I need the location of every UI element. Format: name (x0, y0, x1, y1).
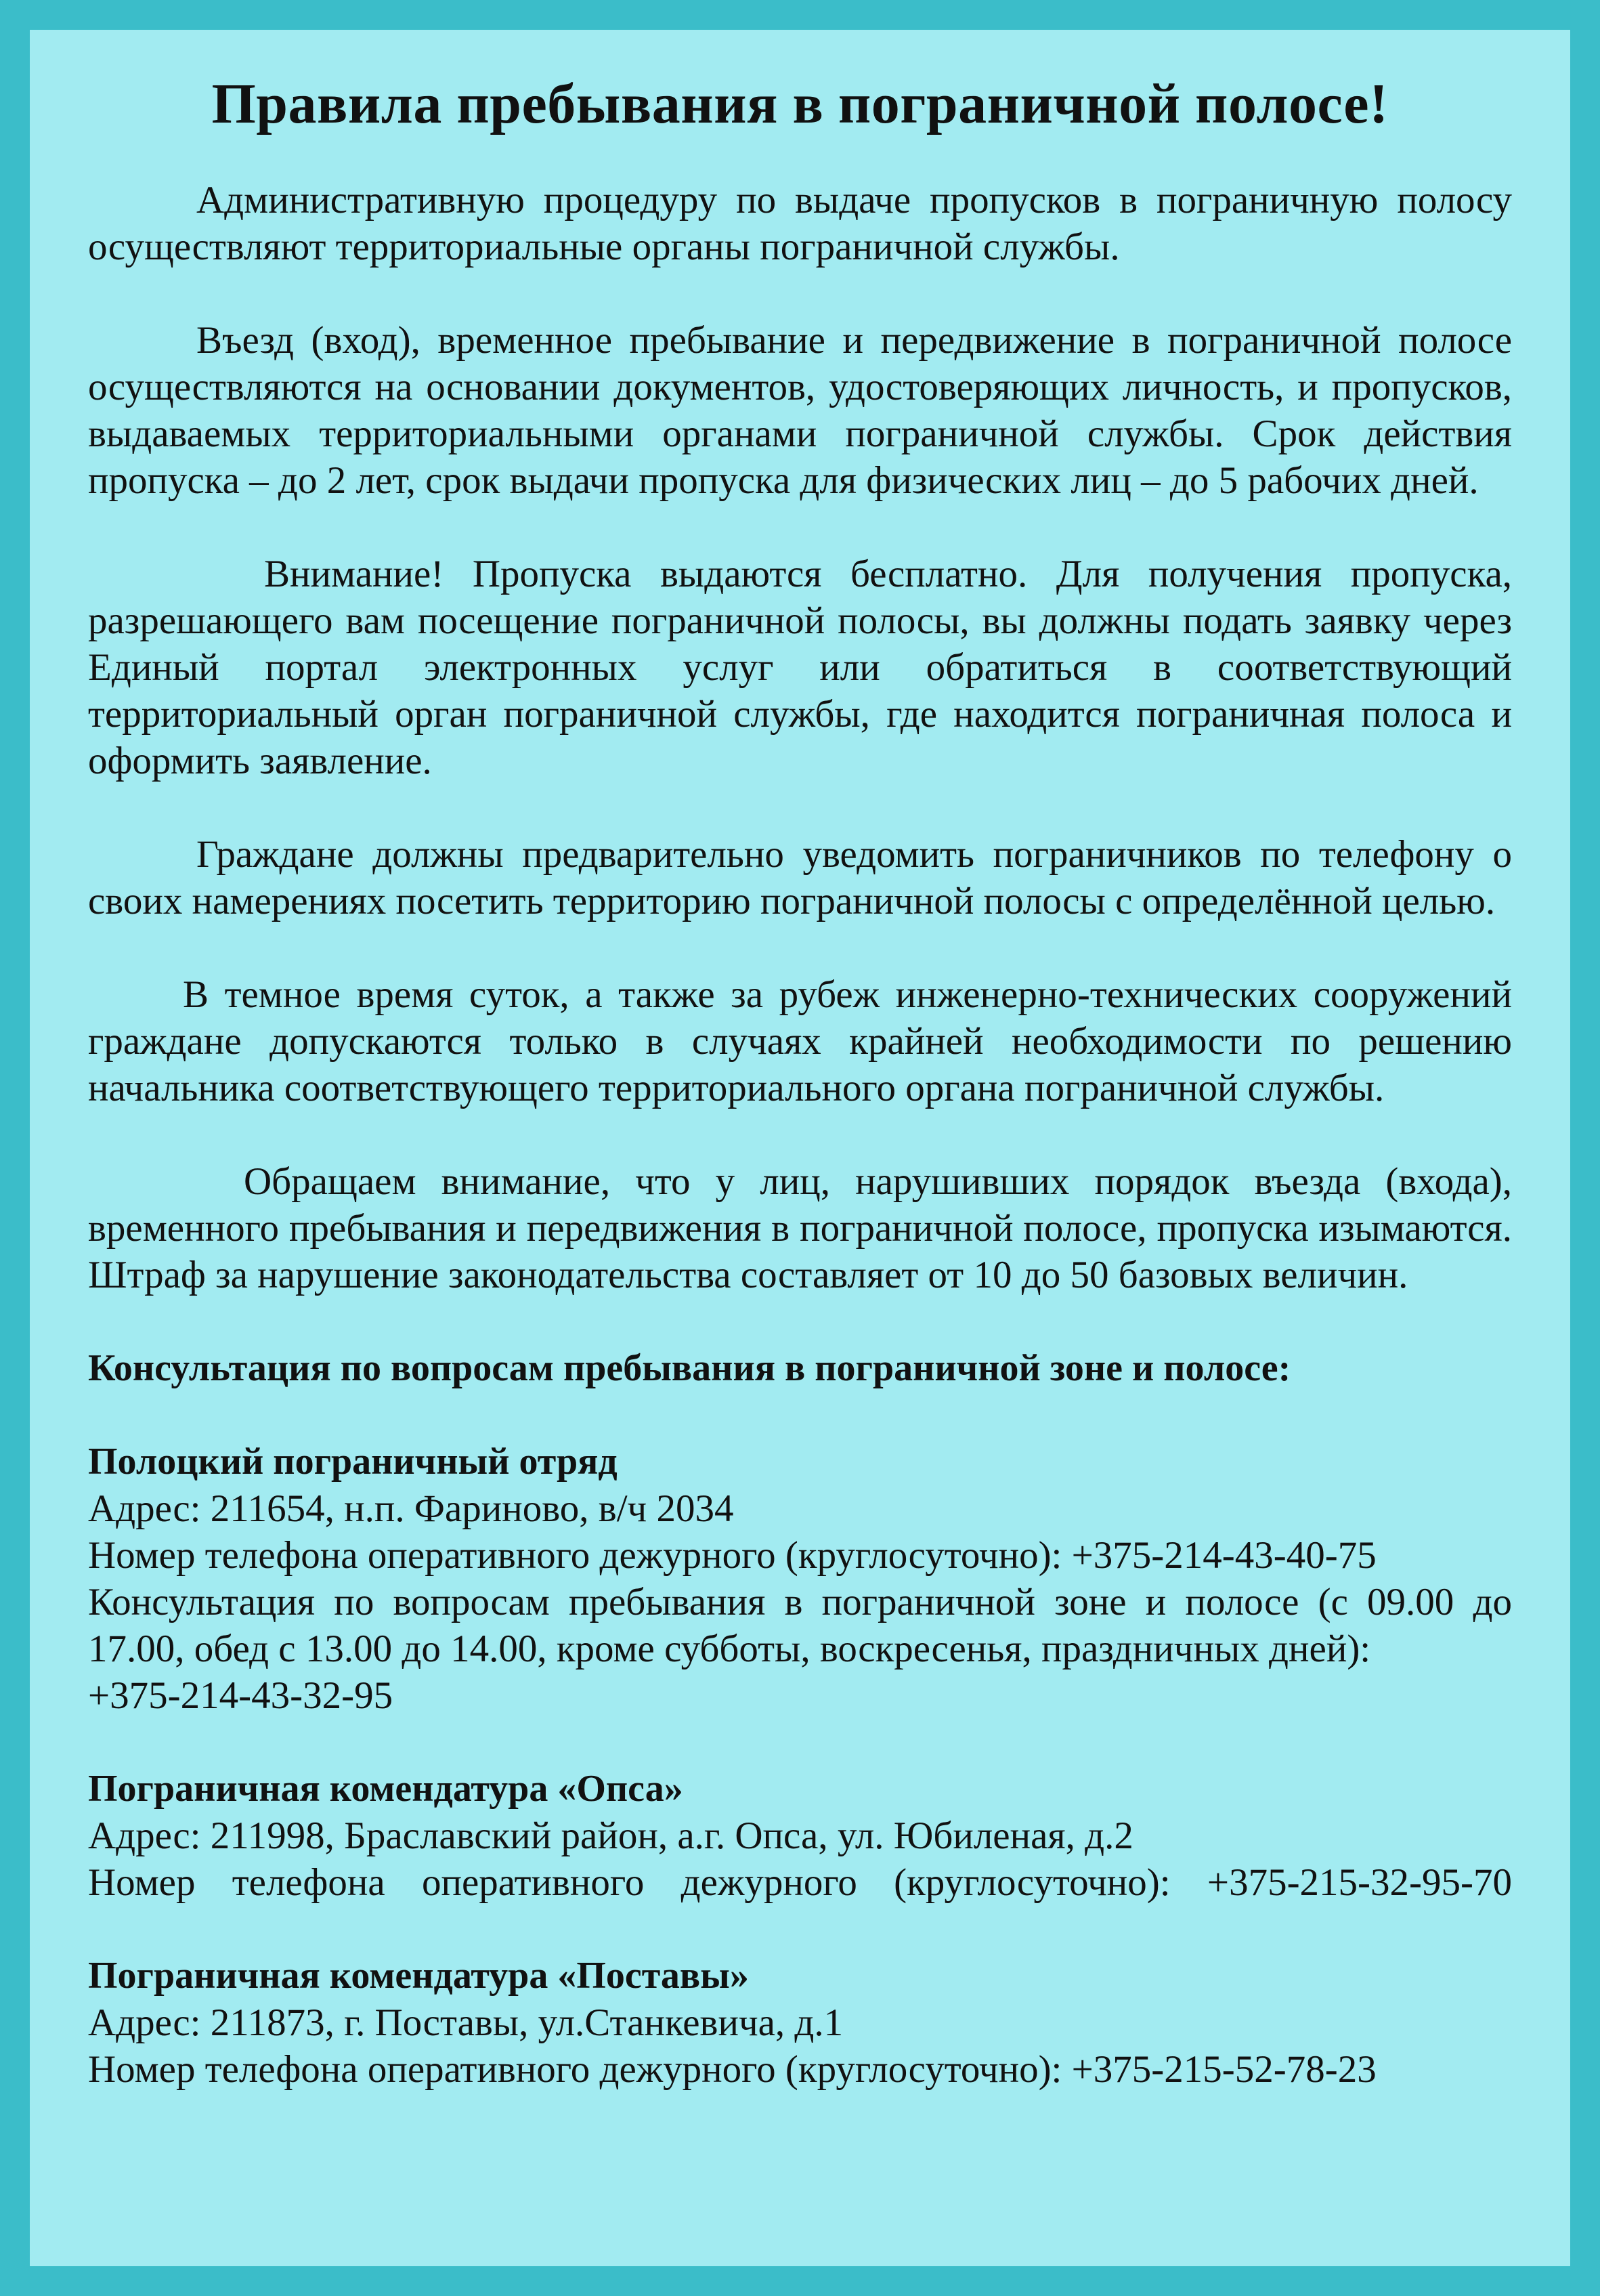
paragraph-entry-rules: Въезд (вход), временное пребывание и передвижение в пограничной полосе осуществляются на основании документов, удостоверяющих личность, и пропусков, выдаваемых территориальными органами пограничной службы. Срок действия пропуска – до 2 лет, срок выдачи пропуска для физических лиц – до 5 рабочих дней. (88, 318, 1512, 502)
contact-opsa (88, 1766, 1512, 1906)
paragraph-procedure: Административную процедуру по выдаче пропусков в пограничную полосу осуществляют территориальные органы пограничной службы. (88, 178, 1512, 268)
consultation-heading: Консультация по вопросам пребывания в пограничной зоне и полосе: (88, 1346, 1291, 1389)
contact-postavy (88, 1953, 1512, 2093)
page-title: Правила пребывания в пограничной полосе! (211, 72, 1389, 135)
contact-address: Адрес: 211873, г. Поставы, ул.Станкевича, д.1 (88, 2001, 844, 2044)
contact-consultation-phone: +375-214-43-32-95 (88, 1674, 393, 1717)
paragraph-notify: Граждане должны предварительно уведомить пограничников по телефону о своих намерениях посетить территорию пограничной полосы с определённой целью. (88, 832, 1512, 922)
paragraph-penalties: Обращаем внимание, что у лиц, нарушивших порядок въезда (входа), временного пребывания и передвижения в пограничной полосе, пропуска изымаются. Штраф за нарушение законодательства составляет от 10 до 50 базовых величин. (88, 1160, 1512, 1296)
contact-name: Пограничная комендатура «Поставы» (88, 1954, 749, 1997)
contact-polotsk (88, 1439, 1512, 1719)
paragraph-night-access: В темное время суток, а также за рубеж инженерно-технических сооружений граждане допускаются только в случаях крайней необходимости по решению начальника соответствующего территориального органа пограничной службы. (88, 973, 1512, 1109)
contact-name: Полоцкий пограничный отряд (88, 1440, 618, 1483)
contact-address: Адрес: 211654, н.п. Фариново, в/ч 2034 (88, 1487, 734, 1530)
contact-duty-phone: Номер телефона оперативного дежурного (круглосуточно): +375-215-32-95-70 (88, 1861, 1512, 1904)
contact-consultation: Консультация по вопросам пребывания в пограничной зоне и полосе (с 09.00 до 17.00, обед с 13.00 до 14.00, кроме субботы, воскресенья, праздничных дней): (88, 1580, 1512, 1670)
contact-duty-phone: Номер телефона оперативного дежурного (круглосуточно): +375-215-52-78-23 (88, 2047, 1377, 2091)
poster-panel (30, 30, 1570, 2266)
contact-address: Адрес: 211998, Браславский район, а.г. Опса, ул. Юбиленая, д.2 (88, 1814, 1133, 1857)
contact-name: Пограничная комендатура «Опса» (88, 1767, 683, 1810)
paragraph-free-passes: Внимание! Пропуска выдаются бесплатно. Для получения пропуска, разрешающего вам посещение пограничной полосы, вы должны подать заявку через Единый портал электронных услуг или обратиться в соответствующий территориальный орган пограничной службы, где находится пограничная полоса и оформить заявление. (88, 552, 1512, 782)
contact-duty-phone: Номер телефона оперативного дежурного (круглосуточно): +375-214-43-40-75 (88, 1533, 1377, 1577)
